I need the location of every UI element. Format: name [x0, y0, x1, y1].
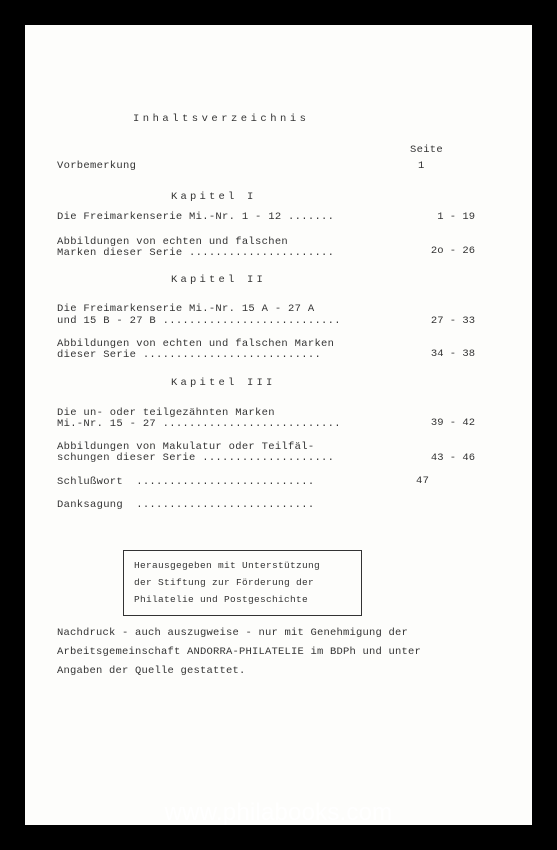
toc-entry-pages: 2o - 26	[430, 245, 475, 257]
toc-entry-line: Marken dieser Serie ......................	[57, 247, 335, 259]
chapter-heading-2: Kapitel II	[171, 274, 267, 286]
publisher-notice-line: Philatelie und Postgeschichte	[134, 594, 309, 605]
foreword-label: Vorbemerkung	[57, 160, 137, 172]
toc-entry-pages: 27 - 33	[430, 315, 475, 327]
toc-entry-line: Die Freimarkenserie Mi.-Nr. 15 A - 27 A	[57, 303, 315, 315]
toc-entry-line: schungen dieser Serie ....................	[57, 452, 335, 464]
thanks-label: Danksagung ...........................	[57, 499, 315, 511]
toc-entry-line: Abbildungen von echten und falschen Marken	[57, 338, 335, 350]
publisher-notice-box	[123, 550, 362, 616]
document-page	[25, 25, 532, 825]
footer-watermark-url: www.philabooks.com	[164, 799, 393, 826]
closing-label: Schlußwort ...........................	[57, 476, 315, 488]
toc-entry-pages: 1 - 19	[437, 211, 475, 223]
toc-entry-line: dieser Serie ...........................	[57, 349, 322, 361]
toc-entry-line: Mi.-Nr. 15 - 27 ...........................	[57, 418, 341, 430]
chapter-heading-1: Kapitel I	[171, 191, 257, 203]
toc-entry-pages: 34 - 38	[430, 348, 475, 360]
toc-title: Inhaltsverzeichnis	[133, 113, 310, 125]
copyright-note-line: Nachdruck - auch auszugweise - nur mit Genehmigung der	[57, 627, 409, 639]
toc-entry-pages: 39 - 42	[430, 417, 475, 429]
closing-page: 47	[416, 475, 430, 487]
toc-entry-line: und 15 B - 27 B ...........................	[57, 315, 341, 327]
toc-entry-line: Abbildungen von Makulatur oder Teilfäl-	[57, 441, 315, 453]
toc-entry-line: Die un- oder teilgezähnten Marken	[57, 407, 275, 419]
toc-entry-line: Die Freimarkenserie Mi.-Nr. 1 - 12 .......	[57, 211, 335, 223]
chapter-heading-3: Kapitel III	[171, 377, 276, 389]
toc-entry-pages: 43 - 46	[430, 452, 475, 464]
page-column-header: Seite	[410, 144, 444, 156]
copyright-note-line: Arbeitsgemeinschaft ANDORRA-PHILATELIE im BDPh und unter	[57, 646, 422, 658]
copyright-note-line: Angaben der Quelle gestattet.	[57, 665, 246, 677]
foreword-page: 1	[418, 160, 425, 172]
publisher-notice-line: der Stiftung zur Förderung der	[134, 577, 315, 588]
toc-entry-line: Abbildungen von echten und falschen	[57, 236, 289, 248]
publisher-notice-line: Herausgegeben mit Unterstützung	[134, 560, 321, 571]
